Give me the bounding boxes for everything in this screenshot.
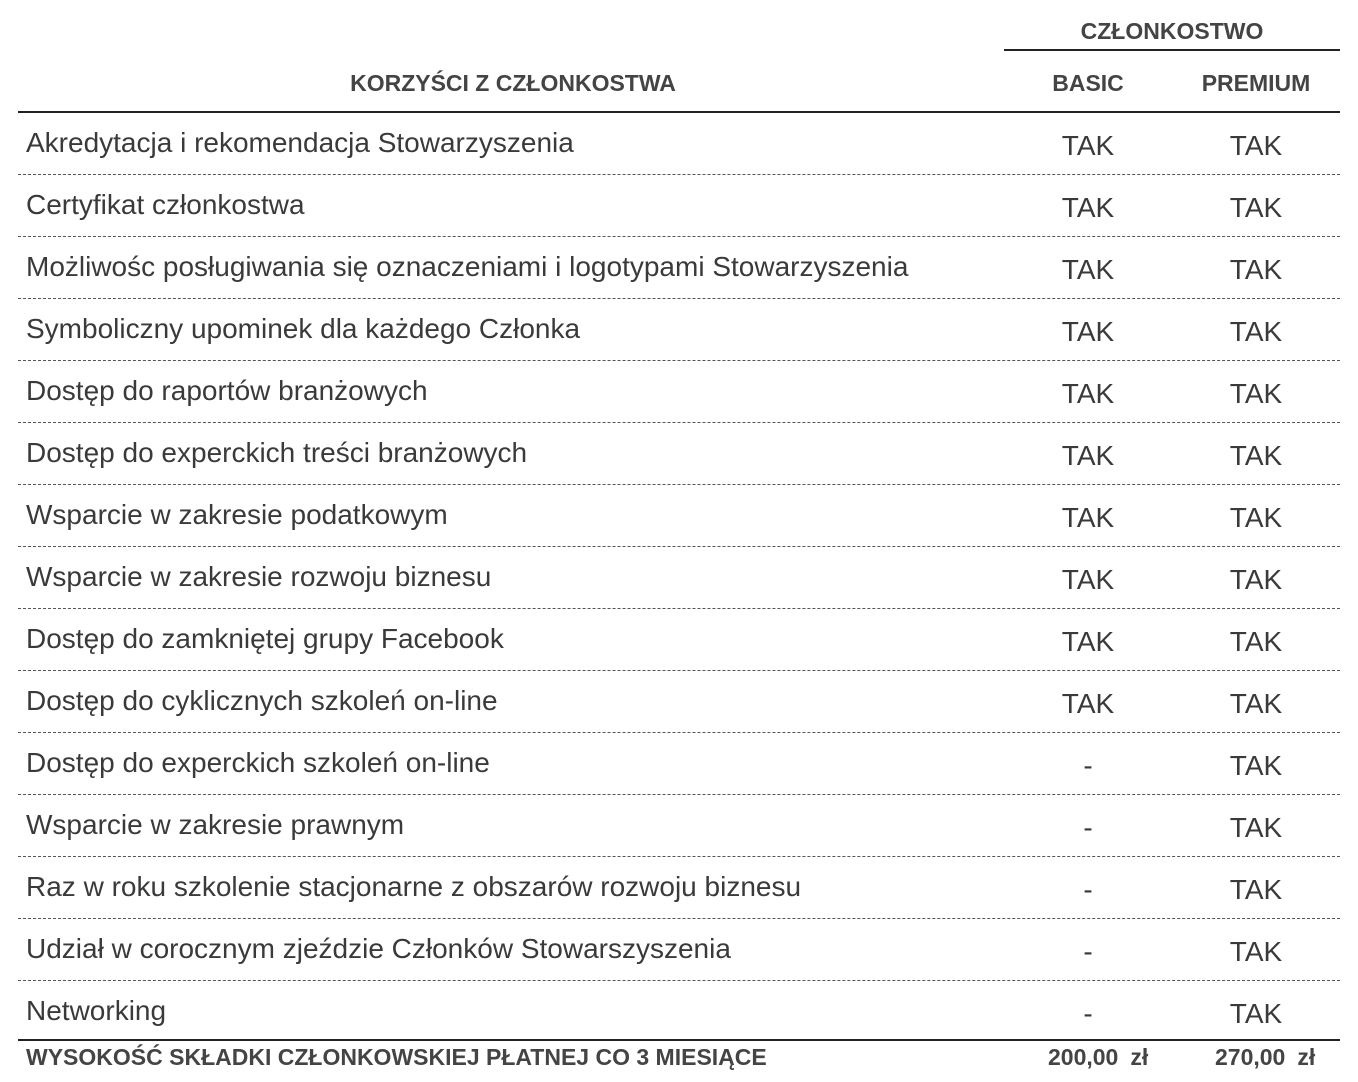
premium-fee [1215, 1044, 1315, 1071]
basic-cell: - [1083, 750, 1093, 781]
footer-rule [18, 1039, 1340, 1041]
premium-cell: TAK [1229, 750, 1283, 781]
premium-cell: TAK [1229, 254, 1283, 285]
basic-cell: TAK [1061, 564, 1115, 595]
table-row [18, 485, 1340, 547]
premium-cell: TAK [1229, 316, 1283, 347]
table-row [18, 113, 1340, 175]
table-row [18, 981, 1340, 1043]
premium-cell: TAK [1229, 812, 1283, 843]
basic-cell: TAK [1061, 688, 1115, 719]
premium-fee-currency: zł [1297, 1044, 1316, 1070]
benefit-cell: Dostęp do cyklicznych szkoleń on-line [26, 685, 498, 716]
premium-fee-amount: 270,00 [1215, 1044, 1286, 1070]
premium-cell: TAK [1229, 378, 1283, 409]
basic-cell: TAK [1061, 440, 1115, 471]
benefits-table-body [18, 113, 1340, 1043]
table-row [18, 547, 1340, 609]
premium-cell: TAK [1229, 130, 1283, 161]
table-row [18, 671, 1340, 733]
table-row [18, 361, 1340, 423]
benefit-cell: Akredytacja i rekomendacja Stowarzyszenia [26, 127, 574, 158]
benefit-cell: Certyfikat członkostwa [26, 189, 305, 220]
premium-cell: TAK [1229, 440, 1283, 471]
membership-group-header: CZŁONKOSTWO [1080, 18, 1264, 44]
basic-cell: TAK [1061, 130, 1115, 161]
table-row [18, 423, 1340, 485]
premium-cell: TAK [1229, 874, 1283, 905]
premium-cell: TAK [1229, 626, 1283, 657]
table-row [18, 919, 1340, 981]
benefit-cell: Dostęp do experckich treści branżowych [26, 437, 528, 468]
basic-column-header: BASIC [1052, 70, 1124, 96]
premium-cell: TAK [1229, 564, 1283, 595]
group-header-rule [1004, 49, 1340, 51]
premium-cell: TAK [1229, 936, 1283, 967]
basic-cell: TAK [1061, 192, 1115, 223]
basic-cell: - [1083, 998, 1093, 1029]
fee-label: WYSOKOŚĆ SKŁADKI CZŁONKOWSKIEJ PŁATNEJ CO 3 MIESIĄCE [26, 1044, 767, 1070]
basic-cell: TAK [1061, 502, 1115, 533]
basic-fee [1048, 1044, 1148, 1071]
benefit-cell: Wsparcie w zakresie rozwoju biznesu [26, 561, 492, 592]
benefit-cell: Dostęp do raportów branżowych [26, 375, 428, 406]
table-row [18, 609, 1340, 671]
basic-fee-currency: zł [1130, 1044, 1149, 1070]
benefit-cell: Wsparcie w zakresie podatkowym [26, 499, 448, 530]
basic-fee-amount: 200,00 [1048, 1044, 1119, 1070]
table-row [18, 733, 1340, 795]
table-row [18, 175, 1340, 237]
basic-cell: TAK [1061, 626, 1115, 657]
table-row [18, 857, 1340, 919]
benefit-cell: Możliwośc posługiwania się oznaczeniami i logotypami Stowarzyszenia [26, 251, 909, 282]
premium-cell: TAK [1229, 688, 1283, 719]
basic-cell: - [1083, 812, 1093, 843]
premium-cell: TAK [1229, 192, 1283, 223]
benefit-cell: Symboliczny upominek dla każdego Członka [26, 313, 581, 344]
table-row [18, 237, 1340, 299]
premium-cell: TAK [1229, 998, 1283, 1029]
table-row [18, 299, 1340, 361]
benefit-cell: Raz w roku szkolenie stacjonarne z obszarów rozwoju biznesu [26, 871, 802, 902]
basic-cell: - [1083, 936, 1093, 967]
basic-cell: TAK [1061, 254, 1115, 285]
basic-cell: - [1083, 874, 1093, 905]
benefit-cell: Networking [26, 995, 167, 1026]
basic-cell: TAK [1061, 316, 1115, 347]
basic-cell: TAK [1061, 378, 1115, 409]
benefit-cell: Dostęp do zamkniętej grupy Facebook [26, 623, 504, 654]
benefit-cell: Dostęp do experckich szkoleń on-line [26, 747, 490, 778]
benefit-cell: Wsparcie w zakresie prawnym [26, 809, 405, 840]
table-row [18, 795, 1340, 857]
benefit-cell: Udział w corocznym zjeździe Członków Stowarszyszenia [26, 933, 731, 964]
premium-cell: TAK [1229, 502, 1283, 533]
premium-column-header: PREMIUM [1201, 70, 1311, 96]
benefits-column-header: KORZYŚCI Z CZŁONKOSTWA [350, 70, 676, 96]
